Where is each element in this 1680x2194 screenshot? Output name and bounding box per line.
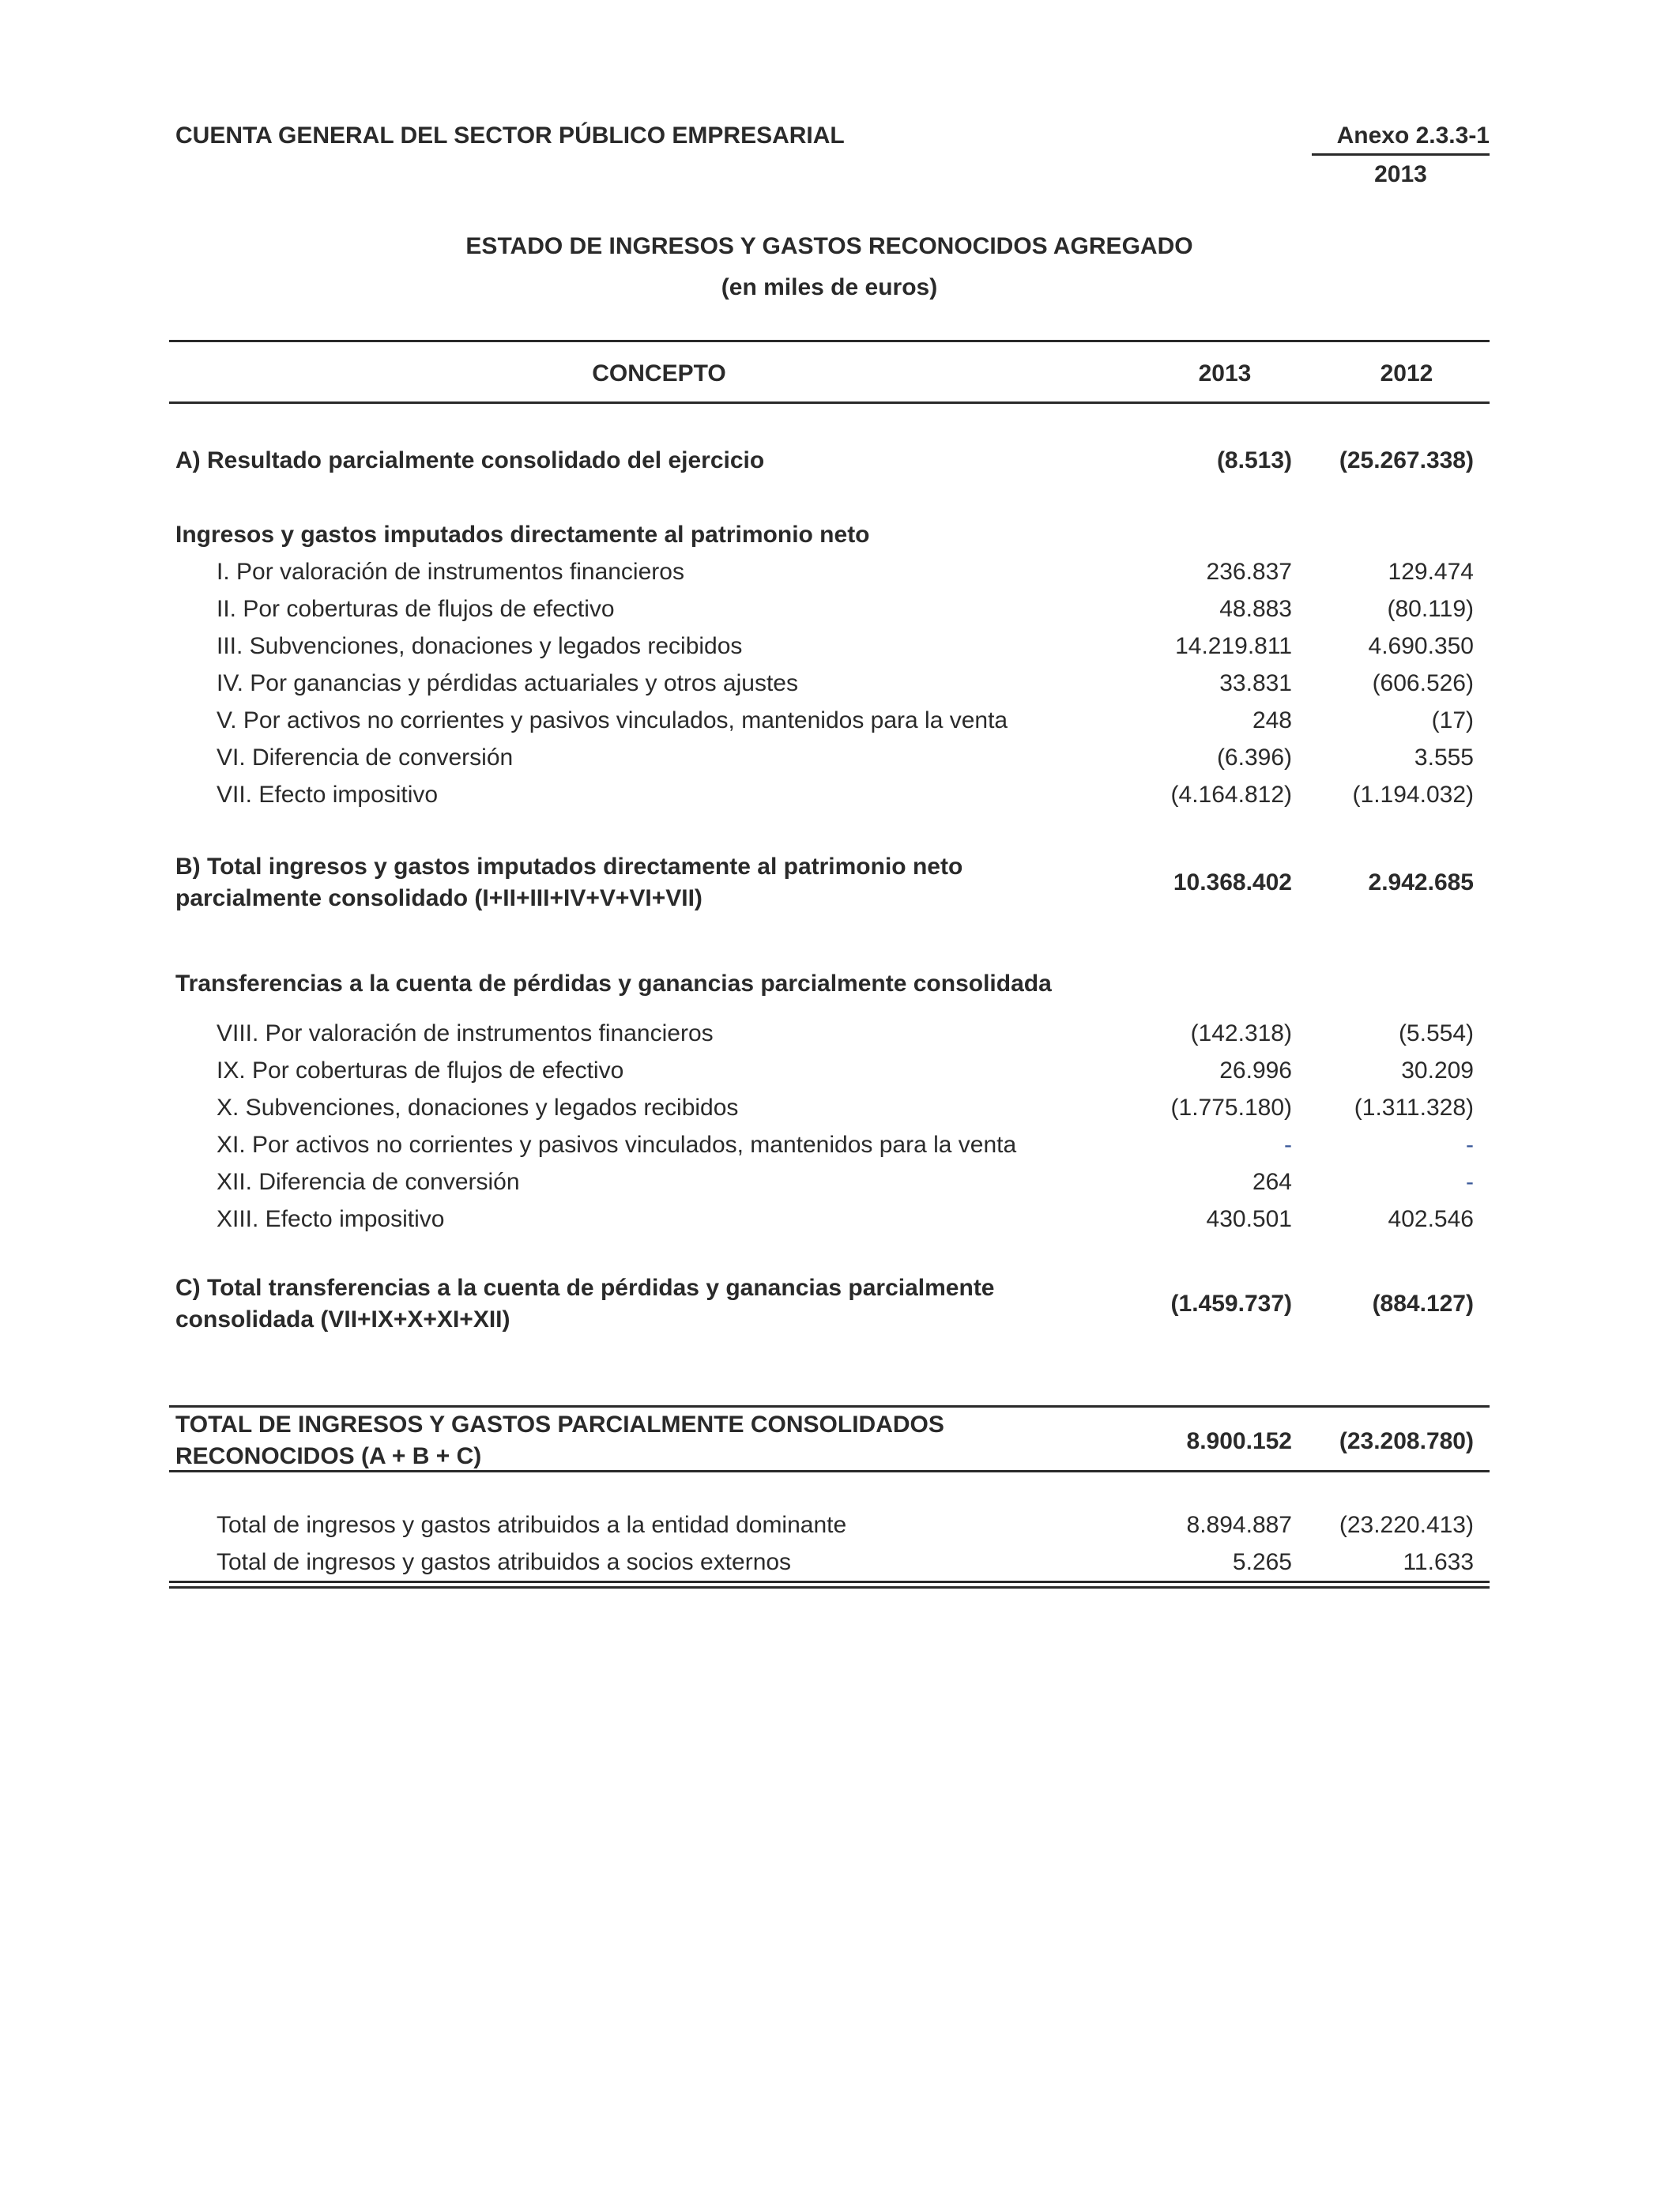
table-cell-2013: (4.164.812) — [1170, 782, 1292, 808]
total-top-rule — [169, 1405, 1490, 1408]
attributed-row-dominante: Total de ingresos y gastos atribuidos a la entidad dominante — [217, 1512, 847, 1538]
table-cell-2013: 26.996 — [1219, 1057, 1292, 1084]
section-b-2013: 10.368.402 — [1173, 869, 1292, 895]
table-cell-2012: - — [1466, 1132, 1474, 1158]
total-2012: (23.208.780) — [1339, 1428, 1474, 1454]
annex-label: Anexo 2.3.3-1 — [1336, 123, 1490, 149]
table-cell-2013: (6.396) — [1216, 745, 1292, 771]
table-cell-2013: 48.883 — [1219, 596, 1292, 622]
section-c-label-line2: consolidada (VII+IX+X+XI+XII) — [175, 1306, 510, 1333]
total-2013: 8.900.152 — [1186, 1428, 1292, 1454]
table-row: II. Por coberturas de flujos de efectivo — [217, 596, 615, 622]
table-cell-2012: 3.555 — [1414, 745, 1474, 771]
table-cell-2012: (5.554) — [1398, 1020, 1474, 1046]
annex-underline — [1312, 153, 1490, 156]
table-cell-2012: 129.474 — [1388, 559, 1474, 585]
table-row: VIII. Por valoración de instrumentos financieros — [217, 1020, 714, 1046]
table-row: VII. Efecto impositivo — [217, 782, 439, 808]
table-cell-2012: (23.220.413) — [1339, 1512, 1474, 1538]
table-row: IX. Por coberturas de flujos de efectivo — [217, 1057, 624, 1084]
table-cell-2012: 30.209 — [1401, 1057, 1474, 1084]
table-bottom-rule-2 — [169, 1586, 1490, 1589]
table-bottom-rule-1 — [169, 1581, 1490, 1583]
table-cell-2012: 11.633 — [1403, 1549, 1474, 1575]
table-cell-2013: - — [1284, 1132, 1292, 1158]
table-cell-2012: (80.119) — [1387, 596, 1474, 622]
section-transfer-heading: Transferencias a la cuenta de pérdidas y ganancias parcialmente consolidada — [175, 971, 1052, 997]
table-cell-2012: - — [1466, 1169, 1474, 1195]
table-row: IV. Por ganancias y pérdidas actuariales y otros ajustes — [217, 670, 798, 696]
attributed-row-socios: Total de ingresos y gastos atribuidos a socios externos — [217, 1549, 792, 1575]
table-cell-2013: 248 — [1252, 707, 1292, 733]
table-cell-2013: 8.894.887 — [1186, 1512, 1292, 1538]
total-bottom-rule — [169, 1470, 1490, 1472]
table-header-rule — [169, 401, 1490, 404]
table-cell-2013: 264 — [1252, 1169, 1292, 1195]
total-label-line2: RECONOCIDOS (A + B + C) — [175, 1443, 482, 1469]
document-title: ESTADO DE INGRESOS Y GASTOS RECONOCIDOS AGREGADO — [465, 233, 1193, 259]
table-row: XII. Diferencia de conversión — [217, 1169, 520, 1195]
table-cell-2013: 14.219.811 — [1175, 633, 1292, 659]
table-cell-2013: 236.837 — [1206, 559, 1292, 585]
column-header-concepto: CONCEPTO — [592, 360, 726, 386]
table-cell-2012: 402.546 — [1388, 1206, 1474, 1232]
section-c-2012: (884.127) — [1372, 1291, 1474, 1317]
table-cell-2012: (606.526) — [1372, 670, 1474, 696]
table-cell-2013: 5.265 — [1232, 1549, 1292, 1575]
section-b-label-line2: parcialmente consolidado (I+II+III+IV+V+VI+VII) — [175, 885, 703, 911]
column-header-2013: 2013 — [1198, 360, 1252, 386]
table-row: I. Por valoración de instrumentos financieros — [217, 559, 684, 585]
table-cell-2012: (1.194.032) — [1352, 782, 1474, 808]
org-title: CUENTA GENERAL DEL SECTOR PÚBLICO EMPRESARIAL — [175, 123, 845, 149]
annex-year: 2013 — [1374, 161, 1427, 187]
table-row: X. Subvenciones, donaciones y legados recibidos — [217, 1095, 739, 1121]
table-row: III. Subvenciones, donaciones y legados recibidos — [217, 633, 743, 659]
table-cell-2013: 430.501 — [1206, 1206, 1292, 1232]
section-a-2013: (8.513) — [1216, 447, 1292, 473]
table-row: VI. Diferencia de conversión — [217, 745, 514, 771]
section-ingresos-heading: Ingresos y gastos imputados directamente al patrimonio neto — [175, 522, 870, 548]
table-cell-2013: (142.318) — [1190, 1020, 1292, 1046]
table-cell-2012: (1.311.328) — [1354, 1095, 1474, 1121]
column-header-2012: 2012 — [1380, 360, 1433, 386]
section-c-label-line1: C) Total transferencias a la cuenta de pérdidas y ganancias parcialmente — [175, 1275, 995, 1301]
section-b-2012: 2.942.685 — [1368, 869, 1474, 895]
table-row: V. Por activos no corrientes y pasivos vinculados, mantenidos para la venta — [217, 707, 1008, 733]
table-cell-2012: (17) — [1431, 707, 1474, 733]
section-b-label-line1: B) Total ingresos y gastos imputados directamente al patrimonio neto — [175, 854, 963, 880]
section-a-2012: (25.267.338) — [1339, 447, 1474, 473]
table-top-rule — [169, 340, 1490, 342]
table-cell-2013: (1.775.180) — [1170, 1095, 1292, 1121]
document-subtitle: (en miles de euros) — [721, 274, 938, 300]
table-cell-2012: 4.690.350 — [1368, 633, 1474, 659]
table-row: XI. Por activos no corrientes y pasivos vinculados, mantenidos para la venta — [217, 1132, 1017, 1158]
table-row: XIII. Efecto impositivo — [217, 1206, 445, 1232]
table-cell-2013: 33.831 — [1219, 670, 1292, 696]
section-c-2013: (1.459.737) — [1170, 1291, 1292, 1317]
total-label-line1: TOTAL DE INGRESOS Y GASTOS PARCIALMENTE CONSOLIDADOS — [175, 1412, 944, 1438]
section-a-label: A) Resultado parcialmente consolidado del ejercicio — [175, 447, 765, 473]
